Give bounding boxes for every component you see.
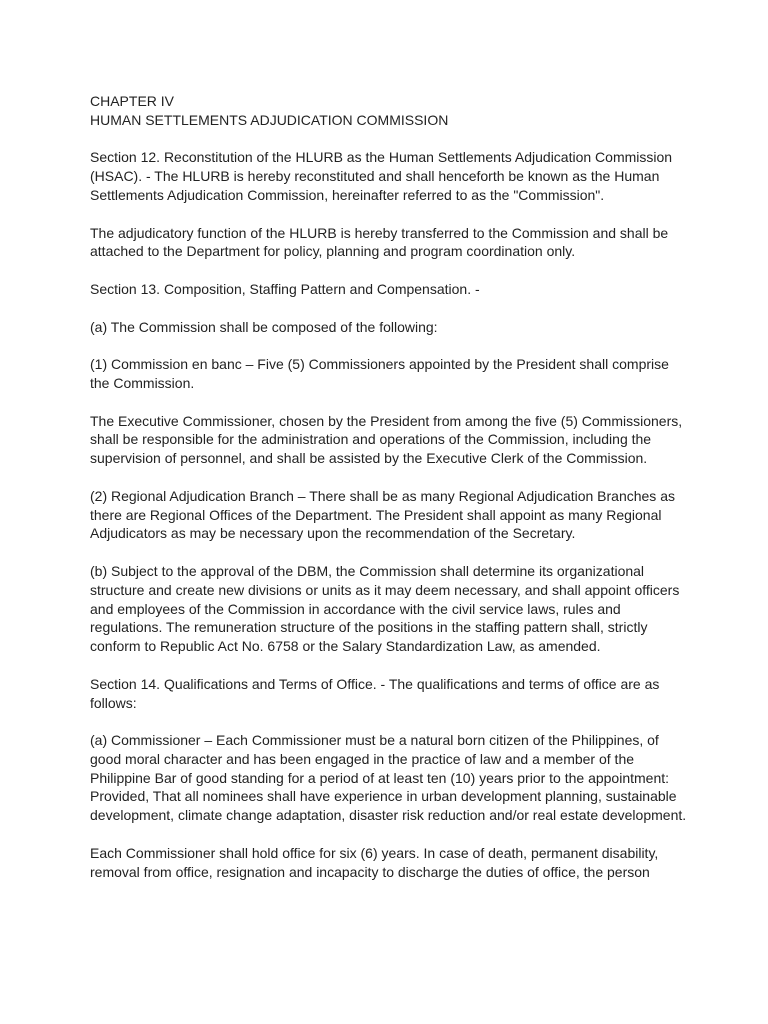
regional-adjudication-paragraph: (2) Regional Adjudication Branch – There shall be as many Regional Adjudication Branches as there are Regional Offices of the Department. The President shall appoint as many Regional Adjudicators as may be necessary upon the recommendation of the Secretary. — [90, 487, 675, 542]
section-14-paragraph: Section 14. Qualifications and Terms of Office. - The qualifications and terms of office are as follows: — [90, 675, 660, 711]
executive-commissioner-paragraph: The Executive Commissioner, chosen by the President from among the five (5) Commissioners, shall be responsible for the administration and operations of the Commission, including the supervision of personnel, and shall be assisted by the Executive Clerk of the Commission. — [90, 412, 683, 467]
section-13-heading: Section 13. Composition, Staffing Pattern and Compensation. - — [90, 280, 480, 297]
chapter-number: CHAPTER IV — [90, 93, 175, 109]
commission-en-banc-paragraph: (1) Commission en banc – Five (5) Commissioners appointed by the President shall comprise the Commission. — [90, 356, 669, 391]
commissioner-qualifications-paragraph: (a) Commissioner – Each Commissioner must be a natural born citizen of the Philippines, of good moral character and has been engaged in the practice of law and a member of the Philippine Bar of good standing for a period of at least ten (10) years prior to the appointment: Provided, That all nominees shall have experience in urban development planning, sustainable development, climate change adaptation, disaster risk reduction and/or real estate development. — [90, 732, 687, 824]
term-of-office-paragraph: Each Commissioner shall hold office for six (6) years. In case of death, permanent disability, removal from office, resignation and incapacity to discharge the duties of office, the person — [90, 844, 659, 880]
document-page — [90, 92, 690, 881]
chapter-heading — [90, 92, 690, 130]
chapter-title: HUMAN SETTLEMENTS ADJUDICATION COMMISSION — [90, 111, 449, 128]
adjudicatory-function-paragraph: The adjudicatory function of the HLURB is hereby transferred to the Commission and shall be attached to the Department for policy, planning and program coordination only. — [90, 224, 669, 260]
composition-paragraph: (a) The Commission shall be composed of the following: — [90, 318, 438, 335]
organizational-structure-paragraph: (b) Subject to the approval of the DBM, the Commission shall determine its organizational structure and create new divisions or units as it may deem necessary, and shall appoint officers and employees of the Commission in accordance with the civil service laws, rules and regulations. The remuneration structure of the positions in the staffing pattern shall, strictly conform to Republic Act No. 6758 or the Salary Standardization Law, as amended. — [90, 562, 680, 655]
section-12-paragraph: Section 12. Reconstitution of the HLURB as the Human Settlements Adjudication Commission (HSAC). - The HLURB is hereby reconstituted and shall henceforth be known as the Human Settlements Adjudication Commission, hereinafter referred to as the "Commission". — [90, 149, 673, 203]
